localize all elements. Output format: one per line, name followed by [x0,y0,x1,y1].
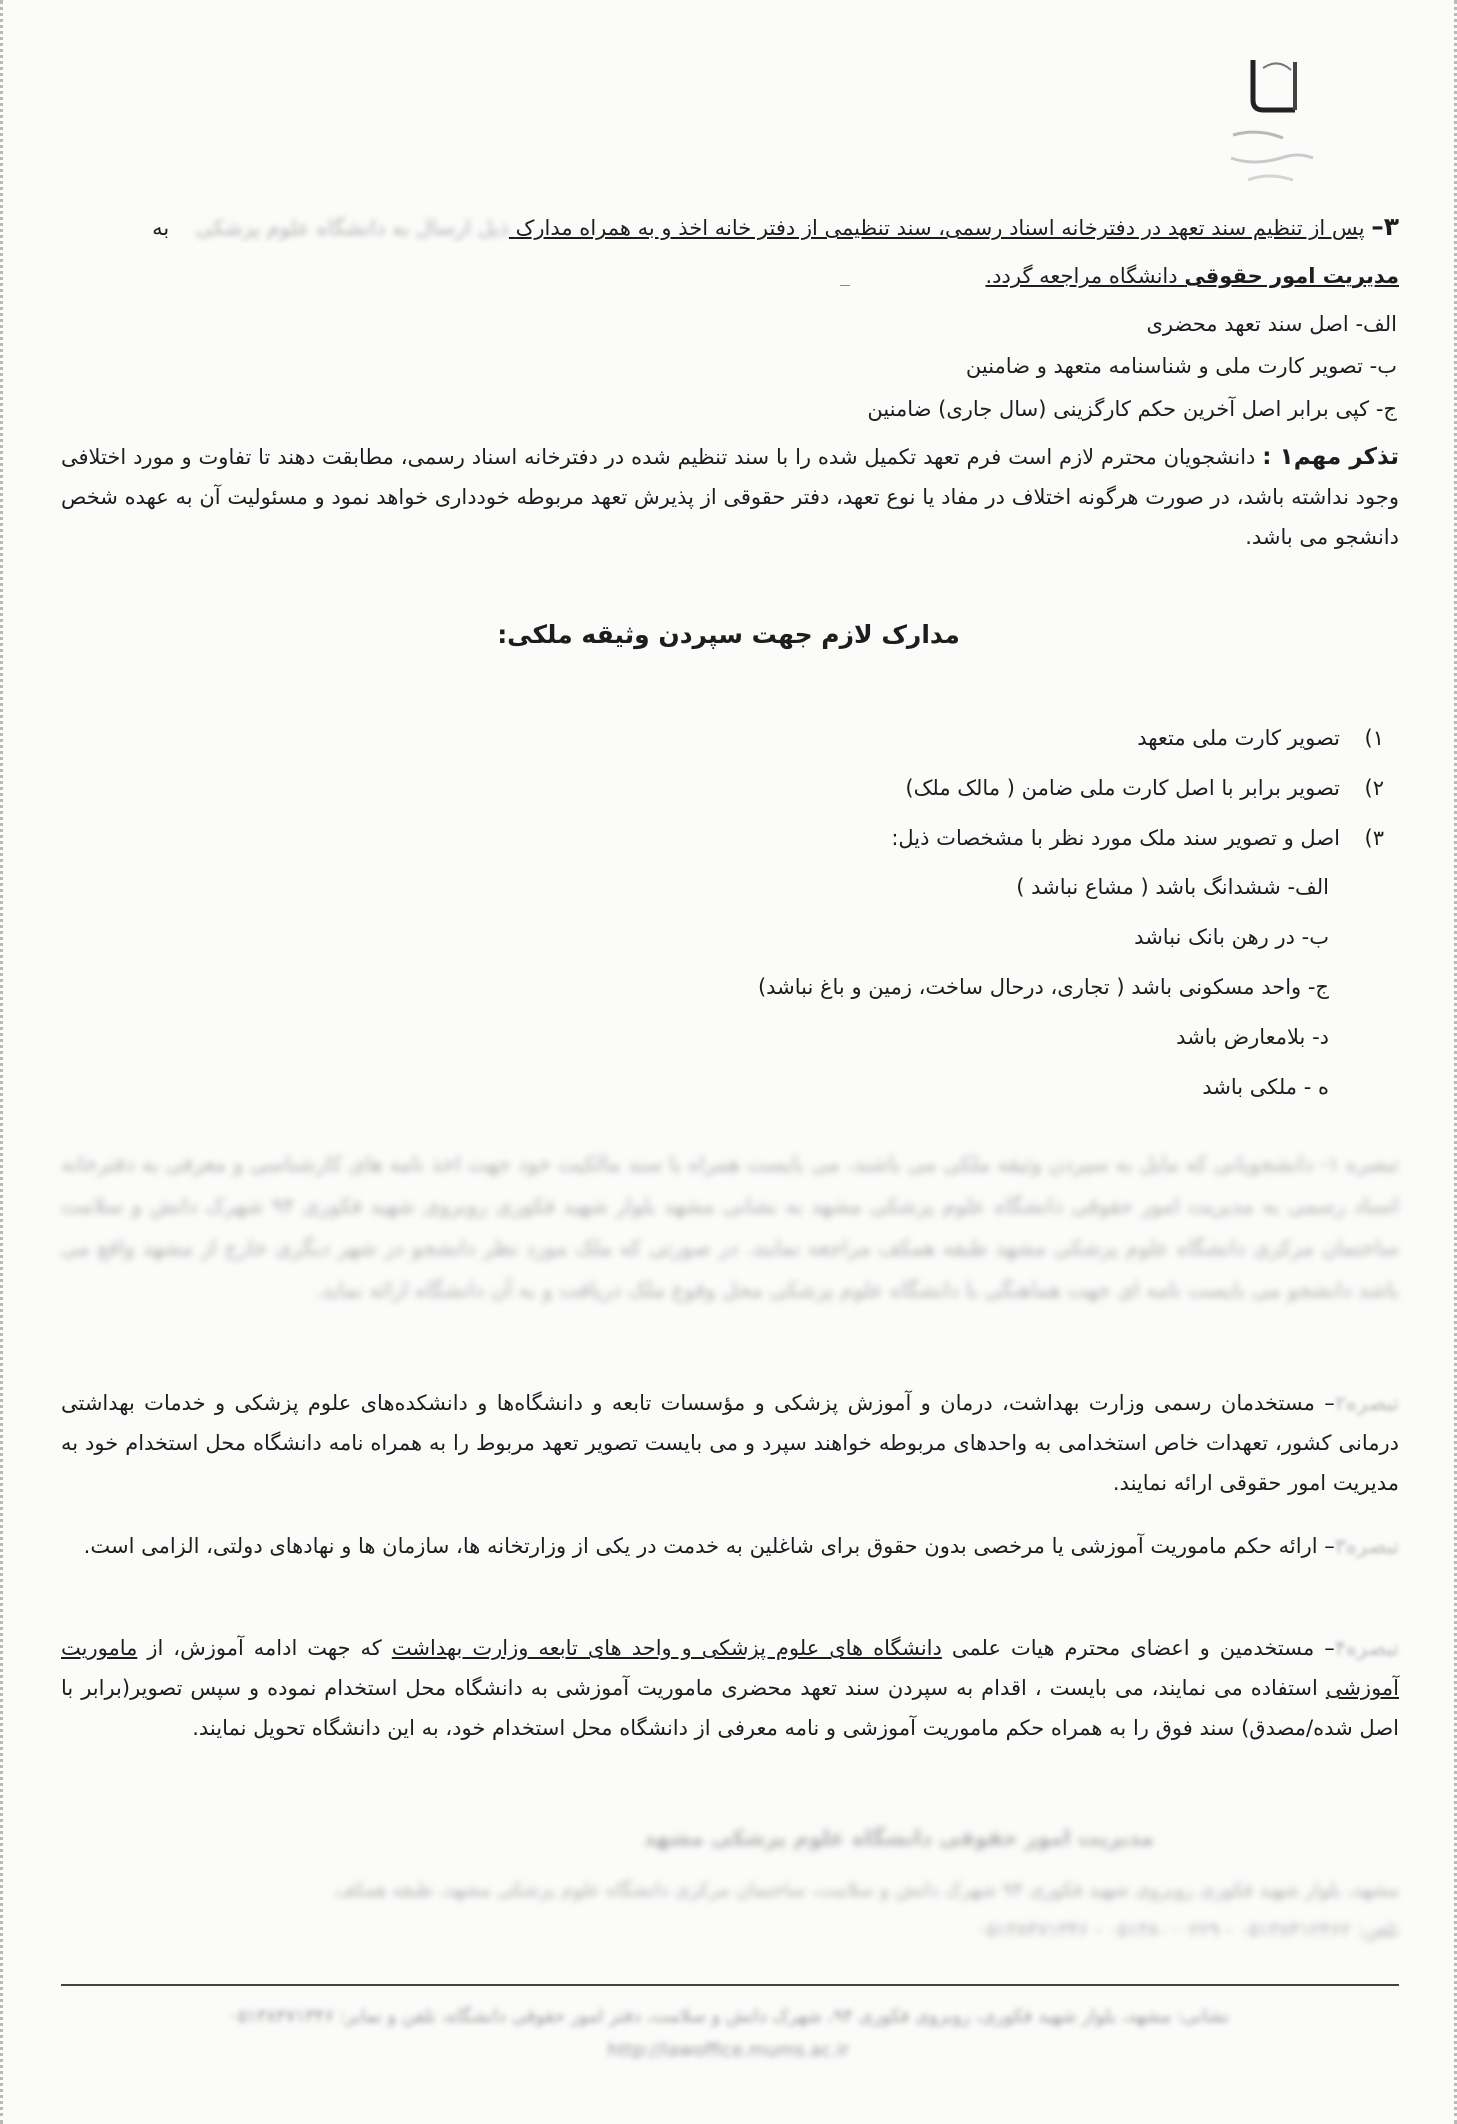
note4-underlined-mission: ماموریت آموزشی [61,1636,1399,1700]
note2-text: – مستخدمان رسمی وزارت بهداشت، درمان و آموزش پزشکی و مؤسسات تابعه و دانشگاه‌ها و دانشکده‌های علوم پزشکی و خدمات بهداشتی درمانی کشور، تعهدات خاص استخدامی به واحدهای مربوطه خواهند سپرد و می بایست تصویر تعهد مربوط را به همراه نامه دانشگاه محل استخدام خود به مدیریت امور حقوقی ارائه نمایند. [61,1391,1399,1495]
item-text: تصویر کارت ملی متعهد [1137,726,1340,750]
section3-line2 [61,262,1399,291]
item-number: ۲) [1364,776,1384,800]
section3-item-3: ج- کپی برابر اصل آخرین حکم کارگزینی (سال جاری) ضامنین [867,397,1397,421]
note4-underlined-universities: دانشگاه های علوم پزشکی و واحد های تابعه وزارت بهداشت [391,1636,942,1660]
section3-line1-text: پس از تنظیم سند تعهد در دفترخانه اسناد رسمی، سند تنظیمی از دفتر خانه اخذ و به همراه مدارک [515,216,1365,240]
collateral-item-3 [891,812,1384,864]
address-line1: مشهد، بلوار شهید فکوری روبروی شهید فکوری ۹۴ شهرک دانش و سلامت، ساختمان مرکزی دانشگاه علوم پزشکی مشهد، طبقه همکف [335,1879,1399,1901]
section3-blurred-text: ذیل ارسال به دانشگاه علوم پزشکی [195,216,509,240]
collateral-subitem-3: ج- واحد مسکونی باشد ( تجاری، درحال ساخت، زمین و باغ نباشد) [757,975,1329,999]
collateral-subitem-1: الف- ششدانگ باشد ( مشاع نباشد ) [1016,875,1329,899]
item-text: تصویر برابر با اصل کارت ملی ضامن ( مالک ملک) [905,776,1340,800]
footer-website: http://lawoffice.mums.ac.ir [607,2040,850,2061]
section3-line1 [61,212,1399,243]
note1-label: تذکر مهم۱ : [1262,444,1399,470]
item-number: ۳) [1364,826,1384,850]
section3-number: ۳– [1371,212,1399,241]
section3-text [196,216,1365,240]
collateral-subitem-4: د- بلامعارض باشد [1176,1025,1329,1049]
footer-rule [61,1984,1399,1986]
note2-paragraph [61,1383,1399,1503]
legal-affairs-title: مدیریت امور حقوقی [1184,264,1399,288]
collateral-item-2 [905,762,1384,814]
note4-part1: – مستخدمین و اعضای محترم هیات علمی [951,1636,1335,1660]
item-number: ۱) [1364,726,1384,750]
address-line2: تلفن: ۰۵۱۳۸۴۱۲۴۶۲ - ۰۵۱۳۸۰۰۰۲۲۹ - ۰۵۱۳۸۴۷۱۳۴۶ [976,1919,1399,1941]
collateral-subitem-5: ه - ملکی باشد [1202,1075,1329,1099]
note2-label: تبصره۲ [1334,1391,1399,1415]
section3-line2-underlined [986,264,1400,288]
collateral-item-1 [1137,712,1384,764]
note1-text: دانشجویان محترم لازم است فرم تعهد تکمیل شده را با سند تنظیم شده در دفترخانه اسناد رسمی، مطابقت دهند تا تفاوت و مورد اختلافی وجود نداشته باشد، در صورت هرگونه اختلاف در مفاد یا نوع تعهد، دفتر حقوقی از پذیرش تعهد مربوطه خودداری خواهد نمود و مسئولیت آن به عهده شخص دانشجو می باشد. [61,445,1399,549]
section3-item-1: الف- اصل سند تعهد محضری [1146,312,1397,336]
section3-item-2: ب- تصویر کارت ملی و شناسنامه متعهد و ضامنین [965,354,1397,378]
small-dash [840,285,850,286]
footer-address: نشانی: مشهد، بلوار شهید فکوری، روبروی فکوری ۹۴، شهرک دانش و سلامت، دفتر امور حقوقی دانشگاه، تلفن و نمابر: ۰۵۱۳۸۴۷۱۳۴۶ [227,2006,1230,2027]
collateral-heading: مدارک لازم جهت سپردن وثیقه ملکی: [497,620,960,649]
item-text: اصل و تصویر سند ملک مورد نظر با مشخصات ذیل: [891,826,1340,850]
blurred-note-paragraph: تبصره ۱- دانشجویانی که مایل به سپردن وثیقه ملکی می باشند، می بایست همراه با سند مالکیت خود جهت اخذ نامه های کارشناسی و معرفی به دفترخانه اسناد رسمی به مدیریت امور حقوقی دانشگاه علوم پزشکی مشهد به نشانی مشهد بلوار شهید فکوری روبروی شهید فکوری ۹۴ شهرک دانش و سلامت ساختمان مرکزی دانشگاه علوم پزشکی مشهد طبقه همکف مراجعه نمایند. در صورتی که ملک مورد نظر دانشجو در شهر دیگری خارج از مشهد واقع می باشد دانشجو می بایست نامه ای جهت هماهنگی با دانشگاه علوم پزشکی محل وقوع ملک دریافت و به آن دانشگاه ارائه نماید. [61,1152,1399,1302]
address-title: مدیریت امور حقوقی دانشگاه علوم پزشکی مشهد [643,1826,1154,1850]
collateral-subitem-2: ب- در رهن بانک نباشد [1134,925,1329,949]
footer [123,2000,1334,2068]
note4-part3: استفاده می نمایند، می بایست ، اقدام به سپردن سند تعهد محضری ماموریت آموزشی به دانشگاه محل استخدام نموده و سپس تصویر(برابر با اصل شده/مصدق) سند فوق را به همراه حکم ماموریت آموزشی و نامه معرفی از دانشگاه محل استخدام خود، به این دانشگاه تحویل نمایند. [61,1676,1399,1740]
section3-line1-end: به [152,216,170,240]
university-logo [1223,40,1318,190]
note4-part2: که جهت ادامه آموزش، از [147,1636,382,1660]
note1-paragraph [61,437,1399,557]
note4-label: تبصره۴ [1334,1636,1399,1660]
note4-paragraph [61,1628,1399,1748]
note3-text: – ارائه حکم ماموریت آموزشی یا مرخصی بدون حقوق برای شاغلین به خدمت در یکی از وزارتخانه ها، سازمان ها و نهادهای دولتی، الزامی است. [83,1534,1335,1558]
section3-line2-rest: دانشگاه مراجعه گردد. [985,264,1178,288]
note3-paragraph [61,1526,1399,1566]
note3-label: تبصره۳ [1334,1534,1399,1558]
